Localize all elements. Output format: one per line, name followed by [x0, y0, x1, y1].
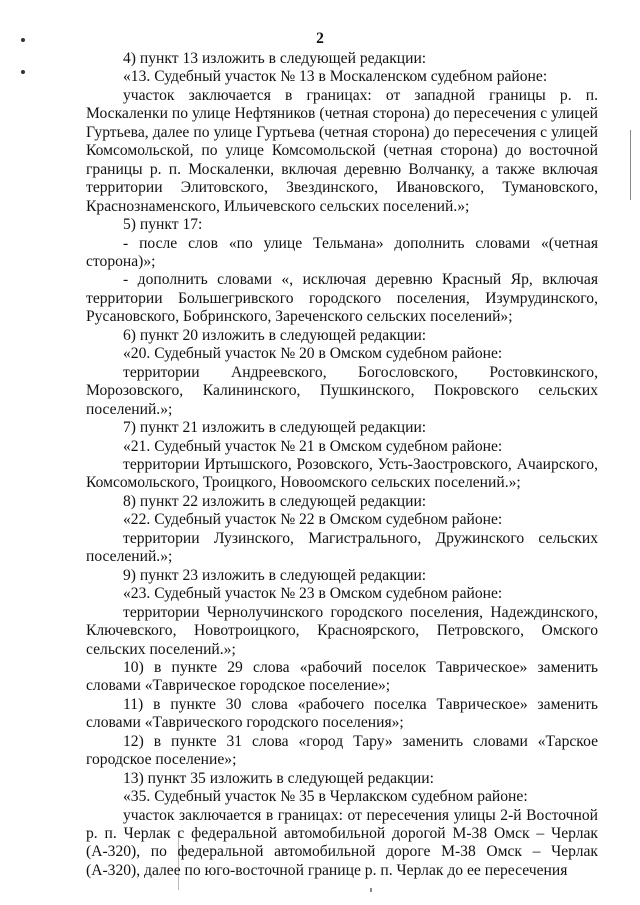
document-body: [86, 50, 598, 880]
paragraph: 6) пункт 20 изложить в следующей редакции:: [123, 326, 427, 344]
paragraph: - дополнить словами «, исключая деревню Красный Яр, включая территории Большегривского городского поселения, Изумрудинского, Русановского, Бобринского, Зареченского сельских поселений»;: [86, 271, 598, 326]
paragraph: территории Чернолучинского городского поселения, Надеждинского, Ключевского, Новотроицкого, Красноярского, Петровского, Омского сельских поселений.»;: [86, 603, 598, 658]
paragraph: - после слов «по улице Тельмана» дополнить словами «(четная сторона)»;: [86, 234, 598, 270]
paragraph: территории Лузинского, Магистрального, Дружинского сельских поселений.»;: [86, 529, 598, 566]
paragraph: 7) пункт 21 изложить в следующей редакции:: [123, 419, 427, 437]
scan-mark: [630, 130, 631, 200]
paragraph: участок заключается в границах: от западной границы р. п. Москаленки по улице Нефтяников (четная сторона) до пересечения с улицей Гуртьева, далее по улице Гуртьева (четная сторона) до пересечения с улицей Комсомольской, по улице Комсомольской (четная сторона) до восточной границы р. п. Москаленки, включая деревню Волчанку, а также включая территории Элитовского, Звездинского, Ивановского, Тумановского, Краснознаменского, Ильичевского сельских поселений.»;: [86, 86, 598, 215]
paragraph: «20. Судебный участок № 20 в Омском судебном районе:: [123, 345, 503, 363]
paragraph: 13) пункт 35 изложить в следующей редакции:: [123, 769, 434, 787]
paragraph: 5) пункт 17:: [123, 216, 203, 234]
paragraph: 10) в пункте 29 слова «рабочий поселок Таврическое» заменить словами «Таврическое городское поселение»;: [86, 658, 598, 695]
paragraph: «13. Судебный участок № 13 в Москаленском судебном районе:: [123, 68, 548, 86]
paragraph: 12) в пункте 31 слова «город Тару» заменить словами «Тарское городское поселение»;: [86, 732, 598, 769]
paragraph: «35. Судебный участок № 35 в Черлакском судебном районе:: [123, 788, 528, 806]
paragraph: 8) пункт 22 изложить в следующей редакции:: [123, 492, 427, 510]
paragraph: 4) пункт 13 изложить в следующей редакции:: [123, 50, 427, 67]
paragraph: «23. Судебный участок № 23 в Омском судебном районе:: [123, 585, 503, 603]
paragraph: 11) в пункте 30 слова «рабочего поселка Таврическое» заменить словами «Таврического городского поселения»;: [86, 695, 598, 732]
page-number: 2: [316, 30, 324, 47]
paragraph: «21. Судебный участок № 21 в Омском судебном районе:: [123, 437, 503, 455]
scan-mark: [370, 888, 372, 892]
paragraph: территории Иртышского, Розовского, Усть-Заостровского, Ачаирского, Комсомольского, Троицкого, Новоомского сельских поселений.»;: [86, 455, 598, 492]
scan-mark: [21, 70, 25, 74]
paragraph: территории Андреевского, Богословского, Ростовкинского, Морозовского, Калининского, Пушкинского, Покровского сельских поселений.»;: [86, 363, 598, 418]
paragraph: участок заключается в границах: от пересечения улицы 2-й Восточной р. п. Черлак с федеральной автомобильной дорогой М-38 Омск – Черлак (А-320), по федеральной автомобильной дороге М-38 Омск – Черлак (А-320), далее по юго-восточной границе р. п. Черлак до ее пересечения: [86, 806, 598, 879]
paragraph: «22. Судебный участок № 22 в Омском судебном районе:: [123, 511, 503, 529]
paragraph: 9) пункт 23 изложить в следующей редакции:: [123, 566, 427, 584]
